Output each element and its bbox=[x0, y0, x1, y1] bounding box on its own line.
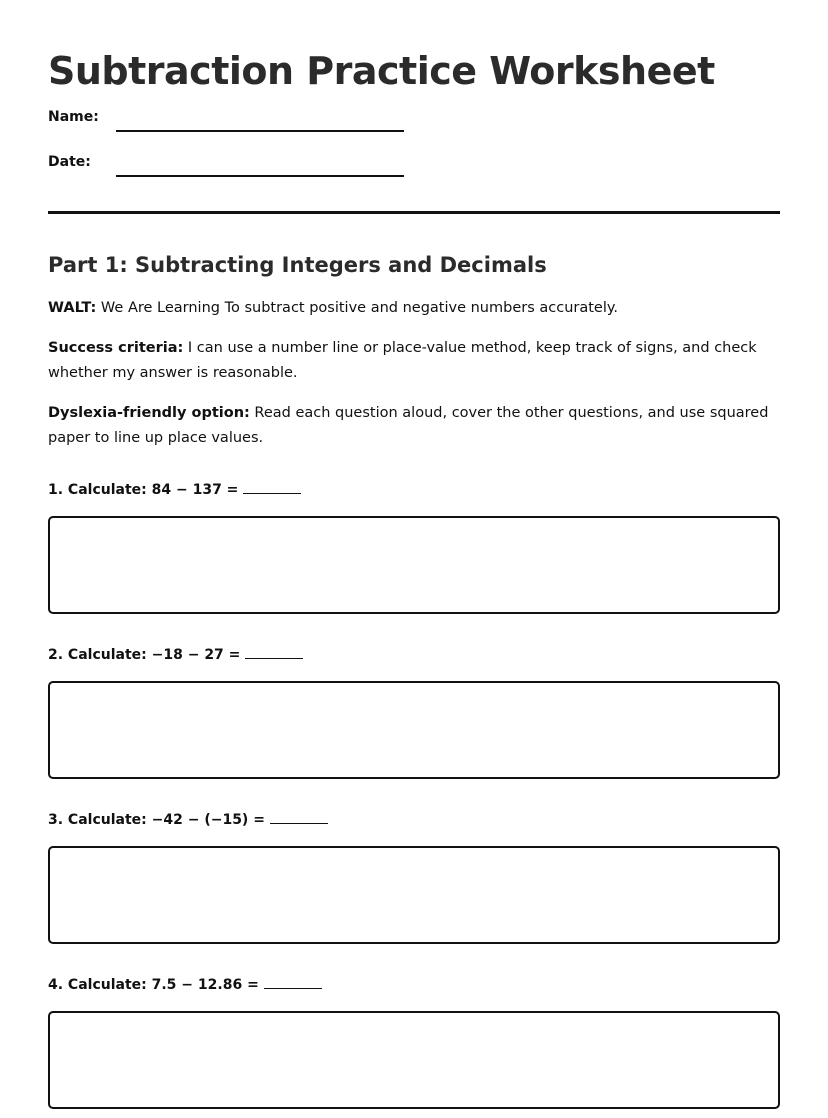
question-2-text: 2. Calculate: −18 − 27 = bbox=[48, 647, 246, 663]
question-4-label bbox=[48, 976, 780, 994]
question-1-text: 1. Calculate: 84 − 137 = bbox=[48, 482, 244, 498]
question-1-answer-box[interactable] bbox=[48, 516, 780, 614]
dyslexia-option-paragraph bbox=[48, 401, 780, 451]
success-criteria-paragraph bbox=[48, 336, 780, 386]
question-4 bbox=[48, 976, 780, 1109]
question-4-blank bbox=[264, 976, 322, 989]
success-criteria-label: Success criteria: bbox=[48, 340, 184, 356]
question-2-answer-box[interactable] bbox=[48, 681, 780, 779]
question-2 bbox=[48, 646, 780, 779]
question-1-blank bbox=[243, 481, 301, 494]
part1-heading: Part 1: Subtracting Integers and Decimals bbox=[48, 253, 547, 277]
question-1-label bbox=[48, 481, 780, 499]
question-1 bbox=[48, 481, 780, 614]
name-field-row bbox=[48, 108, 780, 132]
question-3-blank bbox=[270, 811, 328, 824]
walt-paragraph bbox=[48, 296, 780, 321]
question-3-text: 3. Calculate: −42 − (−15) = bbox=[48, 812, 270, 828]
date-input-line[interactable] bbox=[116, 175, 404, 177]
name-label: Name: bbox=[48, 109, 99, 125]
name-input-line[interactable] bbox=[116, 130, 404, 132]
question-4-text: 4. Calculate: 7.5 − 12.86 = bbox=[48, 977, 264, 993]
success-criteria-text: I can use a number line or place-value method, keep track of signs, and check whether my answer is reasonable. bbox=[48, 340, 757, 381]
question-3-label bbox=[48, 811, 780, 829]
dyslexia-option-label: Dyslexia-friendly option: bbox=[48, 405, 250, 421]
page-title: Subtraction Practice Worksheet bbox=[48, 49, 715, 93]
walt-label: WALT: bbox=[48, 300, 97, 316]
question-4-answer-box[interactable] bbox=[48, 1011, 780, 1109]
question-3 bbox=[48, 811, 780, 944]
question-2-label bbox=[48, 646, 780, 664]
date-label: Date: bbox=[48, 154, 91, 170]
question-2-blank bbox=[245, 646, 303, 659]
question-3-answer-box[interactable] bbox=[48, 846, 780, 944]
section-divider bbox=[48, 211, 780, 214]
walt-text: We Are Learning To subtract positive and negative numbers accurately. bbox=[96, 300, 618, 316]
dyslexia-option-text: Read each question aloud, cover the other questions, and use squared paper to line up place values. bbox=[48, 405, 769, 446]
date-field-row bbox=[48, 153, 780, 177]
